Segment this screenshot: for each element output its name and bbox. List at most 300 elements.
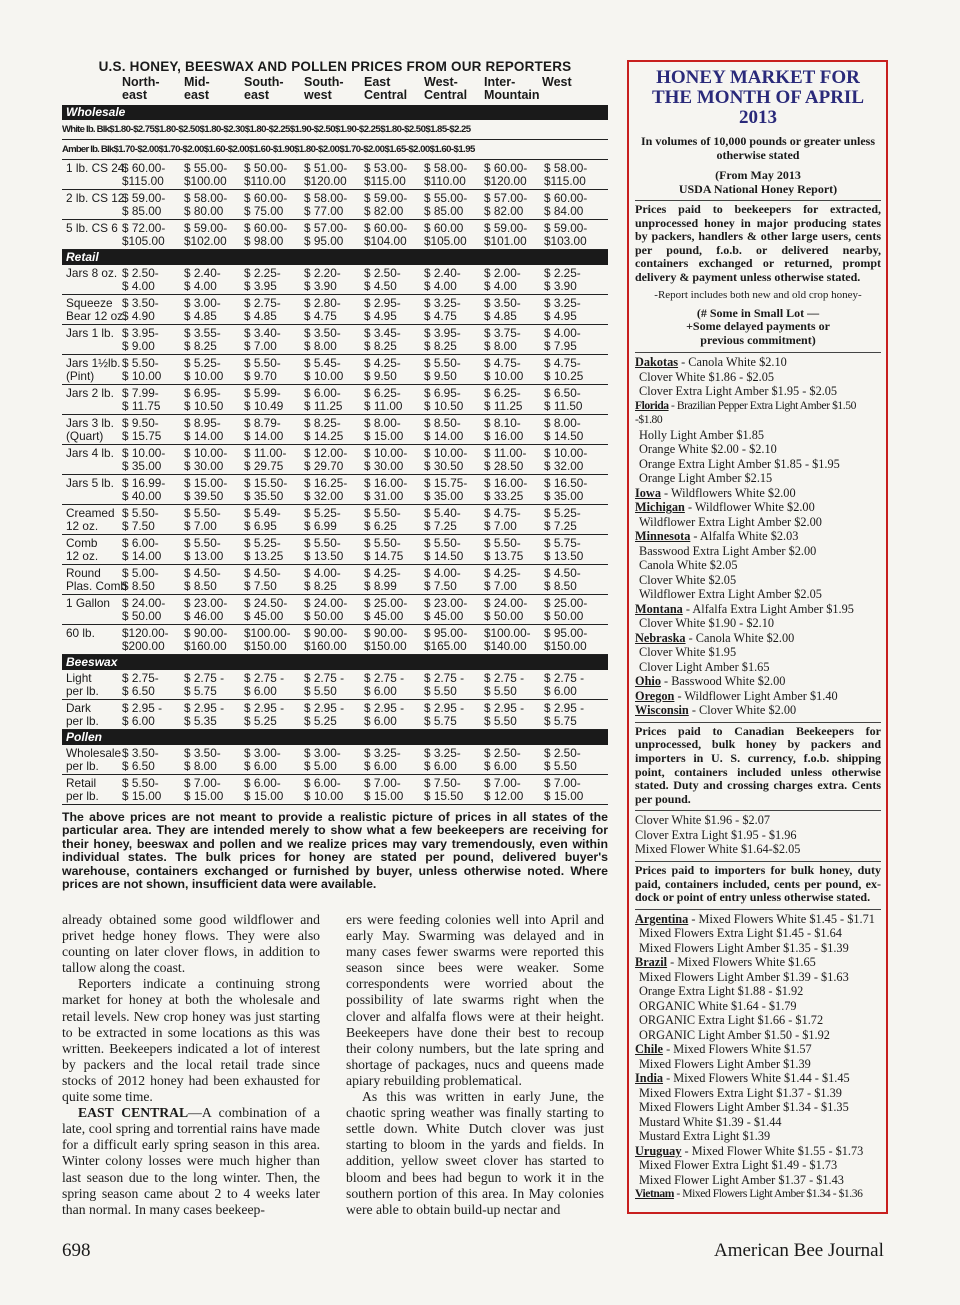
price-cell — [244, 447, 286, 473]
price-value: $ 85.00 — [122, 204, 162, 218]
price-value: $ 15.00 — [544, 789, 584, 803]
price-value: $ 5.50 — [484, 714, 517, 728]
row-label: Round Plas. Comb — [66, 566, 127, 593]
price-value: $ 3.55- — [184, 326, 221, 340]
price-value: $ 10.00- — [122, 446, 166, 460]
price-value: $ 10.50 — [184, 399, 224, 413]
price-sections — [62, 105, 608, 805]
price-cell — [424, 387, 463, 413]
price-entry: - Alfalfa White $2.03 — [690, 529, 799, 544]
price-cell — [244, 327, 281, 353]
price-value: $ 24.00- — [304, 596, 348, 610]
price-value: $ 5.50 — [484, 684, 517, 698]
price-value: $ 10.00 — [184, 369, 224, 383]
price-cell — [544, 477, 587, 503]
canada-price-entry: Clover White $1.96 - $2.07 — [635, 813, 771, 828]
price-cell: $1.60-$1.95 — [429, 144, 475, 155]
price-value: $ 6.00- — [122, 536, 159, 550]
price-cell — [424, 747, 461, 773]
price-cell: $1.60-$1.90 — [248, 144, 295, 155]
price-value: $ 95.00- — [424, 626, 468, 640]
price-cell — [364, 777, 403, 803]
price-value: $ 2.50- — [364, 266, 401, 280]
price-value: $200.00 — [122, 639, 165, 653]
price-value: $ 9.50 — [364, 369, 397, 383]
price-value: $ 12.00 — [484, 789, 524, 803]
price-value: $ 60.00 — [424, 221, 464, 235]
price-cell — [484, 537, 523, 563]
price-value: $ 7.00- — [364, 776, 401, 790]
price-cell: $1.80-$2.50 — [154, 124, 200, 135]
price-value: $150.00 — [364, 639, 407, 653]
price-cell — [364, 627, 407, 653]
price-value: $110.00 — [424, 174, 466, 188]
price-value: $ 3.25- — [364, 746, 401, 760]
price-cell — [544, 597, 587, 623]
price-value: $ 4.75- — [544, 356, 581, 370]
price-value: $120.00- — [122, 626, 169, 640]
location-name: Ohio — [635, 674, 661, 689]
price-cell — [364, 747, 401, 773]
price-value: $ 7.00 — [184, 519, 217, 533]
row-label: Jars 2 lb. — [66, 386, 114, 400]
price-value: $ 3.75- — [484, 326, 521, 340]
price-entry: Wildflower Extra Light Amber $2.05 — [639, 587, 822, 602]
row-label: Wholesale per lb. — [66, 746, 122, 773]
price-cell — [484, 567, 521, 593]
price-cell — [184, 327, 221, 353]
price-value: $ 58.00- — [184, 191, 228, 205]
location-name: Michigan — [635, 500, 685, 515]
price-value: $ 14.50 — [424, 549, 464, 563]
price-entry: Mixed Flowers Extra Light $1.45 - $1.64 — [639, 926, 842, 941]
price-value: $ 16.99- — [122, 476, 166, 490]
price-value: $ 8.25 — [184, 339, 217, 353]
price-value: $ 6.95- — [184, 386, 221, 400]
price-cell — [484, 297, 521, 323]
price-value: $ 12.00- — [304, 446, 348, 460]
paragraph-text: ers were feeding colonies well into April and early May. Swarming was delayed and in many cases fewer swarms were reported this season since bees were weaker. Some correspondents were worried about the possibility of late swarms right when the clover and alfalfa flows were at their height. Beekeepers have done their best to recoup their colony numbers, but the late spring and shortage of packages, nucs and queens made apiary rebuilding problematical. — [346, 912, 604, 1088]
price-cell — [364, 507, 401, 533]
price-value: $ 2.50- — [122, 266, 159, 280]
price-row — [62, 160, 608, 190]
price-value: $ 2.75- — [122, 671, 159, 685]
price-cell — [184, 567, 221, 593]
price-cell — [122, 297, 159, 323]
price-value: $ 16.50- — [544, 476, 588, 490]
price-value: $ 55.00- — [424, 191, 468, 205]
price-value: $ 3.50- — [122, 746, 159, 760]
price-value: $ 5.00 — [304, 759, 337, 773]
price-value: $ 90.00- — [364, 626, 408, 640]
price-cell: $1.85-$2.25 — [425, 124, 471, 135]
price-entry: Orange Light Amber $2.15 — [639, 471, 773, 486]
price-cell — [184, 537, 223, 563]
row-label: 2 lb. CS 12 — [66, 191, 125, 205]
article-paragraph — [62, 1105, 320, 1218]
price-cell — [304, 222, 347, 248]
price-cell — [244, 567, 281, 593]
price-cell — [244, 597, 287, 623]
price-cell — [122, 222, 165, 248]
price-value: $ 35.50 — [244, 489, 284, 503]
price-value: $ 15.75 — [122, 429, 162, 443]
price-cell — [544, 387, 582, 413]
price-entry: ORGANIC White $1.64 - $1.79 — [639, 998, 797, 1013]
price-cell — [364, 567, 401, 593]
price-value: $ 2.95 - — [424, 701, 465, 715]
price-cell — [544, 507, 581, 533]
price-value: $ 59.00- — [122, 191, 166, 205]
price-value: $ 6.25- — [484, 386, 521, 400]
price-value: $ 3.95- — [122, 326, 159, 340]
state-entry — [635, 399, 881, 428]
price-value: $ 35.00 — [544, 489, 584, 503]
price-value: $ 5.50- — [424, 536, 461, 550]
price-value: $ 6.95 — [244, 519, 277, 533]
state-entry — [635, 674, 881, 689]
price-entry: - Alfalfa Extra Light Amber $1.95 — [682, 601, 854, 616]
price-value: $ 15.00 — [364, 429, 404, 443]
price-cell — [544, 672, 584, 698]
price-value: $ 4.00 — [122, 279, 155, 293]
price-cell — [484, 387, 522, 413]
price-disclaimer: The above prices are not meant to provide a realistic picture of prices in all states of the particular area. They are intended merely to show what a few beekeepers are receiving for their honey, beeswax and pollen and we realize prices may vary tremendously, even within individual states. The bulk prices for honey are stated per pound, delivered buyer's warehouse, containers exchanged or furnished by buyer, unless otherwise noted. Where prices are not shown, insufficient data were available. — [62, 810, 608, 892]
state-entry — [635, 703, 881, 718]
price-value: $ 90.00- — [184, 626, 228, 640]
paragraph-text: already obtained some good wildflower and privet hedge honey flows. They were also counting on later clover flows, in addition to tallow along the coast. — [62, 912, 320, 976]
price-cell — [122, 777, 161, 803]
price-value: $ 10.00- — [364, 446, 408, 460]
price-cell — [484, 222, 527, 248]
price-value: $ 14.75 — [364, 549, 404, 563]
location-name: Vietnam — [635, 1187, 674, 1201]
price-value: $ 8.50- — [424, 416, 461, 430]
region-header: West- Central — [424, 75, 468, 102]
price-cell — [244, 507, 281, 533]
price-cell — [122, 702, 162, 728]
price-value: $ 2.40- — [184, 266, 221, 280]
price-value: $115.00 — [122, 174, 164, 188]
price-value: $ 10.00 — [304, 369, 344, 383]
price-value: $ 5.75 — [184, 684, 217, 698]
price-cell — [424, 567, 461, 593]
price-entry: Mixed Flowers Light Amber $1.35 - $1.39 — [639, 940, 849, 955]
price-cell — [364, 417, 403, 443]
price-value: $ 2.95- — [364, 296, 401, 310]
price-value: $ 3.00- — [184, 296, 221, 310]
price-cell — [244, 267, 281, 293]
price-value: $ 16.00 — [484, 429, 524, 443]
divider — [635, 810, 881, 811]
price-value: $ 10.00 — [304, 789, 344, 803]
paragraph-text: Reporters indicate a continuing strong market for honey at both the wholesale and retail levels. New crop honey was just starting to be extracted in some locations as this was written. Beekeepers indicated a lot of interest by packers and the local retail trade since stocks of 2012 honey had been exhausted for quite some time. — [62, 976, 320, 1105]
crop-note: -Report includes both new and old crop honey- — [654, 288, 862, 301]
price-value: $ 2.50- — [484, 746, 521, 760]
price-value: $ 4.00 — [424, 279, 457, 293]
price-value: $ 3.95 — [244, 279, 277, 293]
price-value: $ 2.75 - — [244, 671, 285, 685]
price-value: $ 5.35 — [184, 714, 217, 728]
price-value: $ 7.00- — [484, 776, 521, 790]
price-value: $ 2.25- — [544, 266, 581, 280]
price-value: $ 23.00- — [184, 596, 228, 610]
price-entry: Clover White $1.86 - $2.05 — [639, 369, 775, 384]
price-value: $ 2.75 - — [544, 671, 585, 685]
price-row — [62, 535, 608, 565]
price-value: $ 31.00 — [364, 489, 404, 503]
price-value: $ 4.50- — [544, 566, 581, 580]
price-cell — [122, 447, 165, 473]
price-row — [62, 415, 608, 445]
price-value: $ 6.00 — [424, 759, 457, 773]
price-cell — [304, 747, 341, 773]
price-cell — [424, 627, 467, 653]
price-value: $ 2.40- — [424, 266, 461, 280]
price-cell — [304, 387, 342, 413]
price-value: $ 16.25- — [304, 476, 348, 490]
location-name: Chile — [635, 1042, 664, 1057]
price-cell — [304, 627, 347, 653]
state-entry — [635, 529, 881, 544]
price-value: $ 84.00 — [544, 204, 584, 218]
price-value: $ 6.95- — [424, 386, 461, 400]
price-cell — [122, 357, 161, 383]
state-entry — [635, 689, 881, 704]
location-name: Uruguay — [635, 1143, 682, 1158]
region-header: North- east — [122, 75, 160, 102]
price-cell — [304, 597, 347, 623]
country-entry — [635, 1071, 881, 1086]
region-header: East Central — [364, 75, 408, 102]
price-value: $ 24.00- — [484, 596, 528, 610]
price-cell — [544, 162, 587, 188]
price-value: $103.00 — [544, 234, 587, 248]
price-cell — [364, 357, 401, 383]
price-row — [62, 670, 608, 700]
price-value: $101.00 — [484, 234, 527, 248]
price-cell — [304, 162, 347, 188]
price-value: $ 14.00 — [122, 549, 162, 563]
price-value: $120.00 — [484, 174, 527, 188]
price-entry: Orange Extra Light $1.88 - $1.92 — [639, 984, 804, 999]
price-entry: - Wildflowers White $2.00 — [660, 485, 796, 500]
price-entry: - Brazilian Pepper Extra Light Amber $1.50 -$1.80 — [635, 398, 856, 427]
price-value: $ 7.00 — [484, 579, 517, 593]
price-cell — [304, 672, 344, 698]
price-cell — [364, 537, 403, 563]
location-name: Brazil — [635, 955, 668, 970]
price-value: $ 7.95 — [544, 339, 577, 353]
price-value: $ 10.00 — [122, 369, 162, 383]
price-value: $ 2.25- — [244, 266, 281, 280]
price-cell — [244, 537, 283, 563]
price-value: $ 2.80- — [304, 296, 341, 310]
price-entry: ORGANIC Light Amber $1.50 - $1.92 — [639, 1027, 830, 1042]
honey-market-box — [627, 60, 888, 1214]
price-value: $ 3.00- — [244, 746, 281, 760]
price-value: $ 72.00- — [122, 221, 166, 235]
price-value: $ 82.00 — [364, 204, 404, 218]
price-value: $ 5.99- — [244, 386, 281, 400]
price-cell — [484, 672, 524, 698]
price-cell — [304, 357, 343, 383]
price-cell — [184, 627, 227, 653]
price-value: $ 6.50 — [122, 759, 155, 773]
divider — [635, 200, 881, 201]
canada-intro: Prices paid to Canadian Beekeepers for unprocessed, bulk honey by packers and importers in U. S. currency, f.o.b. shipping point, containers included unless otherwise stated. Duty and crossing charges extra. Cents per pound. — [635, 723, 881, 806]
price-entry: - Clover White $2.00 — [688, 703, 797, 718]
price-cell — [424, 777, 463, 803]
price-value: $ 6.00 — [122, 714, 155, 728]
price-value: $ 9.00 — [122, 339, 155, 353]
price-cell — [544, 777, 583, 803]
price-value: $ 40.00 — [122, 489, 162, 503]
price-value: $ 6.00 — [364, 714, 397, 728]
price-value: $ 10.49 — [244, 399, 284, 413]
price-cell — [544, 747, 581, 773]
price-value: $ 2.20- — [304, 266, 341, 280]
price-cell — [364, 327, 401, 353]
price-value: $ 6.00 — [364, 684, 397, 698]
price-value: $ 25.00- — [364, 596, 408, 610]
state-entry — [635, 500, 881, 515]
price-value: $ 2.75 - — [304, 671, 345, 685]
price-value: $ 8.00- — [544, 416, 581, 430]
price-cell — [304, 537, 343, 563]
price-value: $ 50.00 — [304, 609, 344, 623]
price-cell — [364, 447, 407, 473]
price-cell: $1.65-$2.00 — [384, 144, 430, 155]
price-value: $ 10.00 — [484, 369, 524, 383]
price-cell — [544, 297, 581, 323]
price-value: $ 7.25 — [424, 519, 457, 533]
price-value: $ 14.00 — [184, 429, 224, 443]
row-label: 5 lb. CS 6 — [66, 221, 118, 235]
state-entry — [635, 355, 881, 370]
price-value: $ 5.50 — [544, 759, 577, 773]
price-value: $100.00 — [184, 174, 227, 188]
price-cell — [484, 702, 524, 728]
price-value: $ 4.85 — [184, 309, 217, 323]
price-value: $ 33.25 — [484, 489, 524, 503]
price-value: $ 5.75 — [424, 714, 457, 728]
price-value: $ 8.50 — [544, 579, 577, 593]
region-header: Mid- east — [184, 75, 210, 102]
location-name: Dakotas — [635, 355, 679, 370]
price-value: $ 2.75 - — [424, 671, 465, 685]
price-cell — [122, 477, 165, 503]
state-entry — [635, 631, 881, 646]
price-value: $ 45.00 — [244, 609, 284, 623]
price-value: $ 85.00 — [424, 204, 464, 218]
price-cell — [304, 417, 343, 443]
price-entry: Wildflower Extra Light Amber $2.00 — [639, 514, 822, 529]
price-cell — [484, 327, 521, 353]
price-value: $ 4.00- — [304, 566, 341, 580]
location-name: Florida — [635, 398, 669, 412]
region-header: West — [542, 75, 572, 89]
price-value: $ 2.95 - — [364, 701, 405, 715]
price-value: $ 46.00 — [184, 609, 224, 623]
bulk-price-row — [62, 140, 608, 160]
price-value: $ 6.00- — [304, 386, 341, 400]
price-value: $ 6.00 — [484, 759, 517, 773]
location-name: Iowa — [635, 485, 661, 500]
price-cell — [184, 417, 223, 443]
price-cell: $1.80-$2.00 — [294, 144, 340, 155]
price-cell — [484, 777, 523, 803]
price-value: $ 5.50- — [184, 536, 221, 550]
paragraph-text: —A combination of a late, cool spring and torrential rains have made for a difficult early spring season in this area. Winter colony losses were much higher than last season due to the long winter. Then, the spring season came about 2 to 4 weeks later than normal. In many cases beekeep- — [62, 1105, 321, 1217]
price-value: $ 5.25- — [544, 506, 581, 520]
price-table — [62, 58, 608, 891]
article-paragraph — [62, 912, 320, 976]
divider — [635, 861, 881, 862]
symbol-note: (# Some in Small Lot — +Some delayed payments or previous commitment) — [686, 305, 830, 347]
price-value: $160.00 — [184, 639, 227, 653]
price-value: $ 30.00 — [184, 459, 224, 473]
price-cell — [244, 387, 283, 413]
price-value: $ 24.00- — [122, 596, 166, 610]
price-value: $ 8.99 — [364, 579, 397, 593]
row-label: White lb. Blk — [62, 124, 110, 135]
price-value: $ 4.75 — [424, 309, 457, 323]
country-entry — [635, 1042, 881, 1057]
price-value: $ 57.00- — [304, 221, 348, 235]
row-label: Squeeze Bear 12 oz. — [66, 296, 127, 323]
price-entry: - Mixed Flower White $1.55 - $1.73 — [681, 1143, 864, 1158]
price-value: $ 3.50- — [184, 746, 221, 760]
price-value: $ 8.00 — [184, 759, 217, 773]
price-row — [62, 265, 608, 295]
price-value: $ 4.00 — [484, 279, 517, 293]
price-value: $110.00 — [244, 174, 286, 188]
price-value: $ 60.00- — [484, 161, 528, 175]
row-label: Jars 1½lb. (Pint) — [66, 356, 121, 383]
price-value: $ 4.85 — [484, 309, 517, 323]
price-value: $ 9.50- — [122, 416, 159, 430]
price-value: $ 7.50 — [244, 579, 277, 593]
price-value: $ 5.50- — [364, 536, 401, 550]
price-value: $ 95.00 — [304, 234, 344, 248]
price-value: $ 6.00- — [304, 776, 341, 790]
price-value: $ 3.50- — [304, 326, 341, 340]
price-value: $ 15.50 — [424, 789, 464, 803]
country-entry — [635, 912, 881, 927]
price-cell — [184, 162, 227, 188]
region-lead: EAST CENTRAL — [78, 1105, 189, 1121]
price-value: $ 2.95 - — [184, 701, 225, 715]
price-cell: $1.70-$2.00 — [113, 144, 159, 155]
price-cell — [244, 627, 291, 653]
price-entry: - Mixed Flowers Light Amber $1.34 - $1.36 — [673, 1187, 863, 1201]
price-value: $ 8.25 — [364, 339, 397, 353]
price-entry: Mixed Flowers Light Amber $1.39 — [639, 1056, 811, 1071]
article-column-1 — [62, 912, 320, 1218]
price-entry: - Mixed Flowers White $1.45 - $1.71 — [688, 911, 875, 926]
price-value: $ 5.50- — [184, 506, 221, 520]
price-entry: Mixed Flowers Light Amber $1.34 - $1.35 — [639, 1100, 849, 1115]
price-value: $ 8.25 — [424, 339, 457, 353]
region-header: Inter- Mountain — [484, 75, 540, 102]
price-entry: Mixed Flower Extra Light $1.49 - $1.73 — [639, 1158, 838, 1173]
source-line-2: USDA National Honey Report) — [678, 182, 838, 196]
price-value: $ 45.00 — [424, 609, 464, 623]
price-cell: $1.80-$2.75 — [109, 124, 155, 135]
price-cell — [484, 477, 527, 503]
price-value: $ 13.50 — [544, 549, 584, 563]
